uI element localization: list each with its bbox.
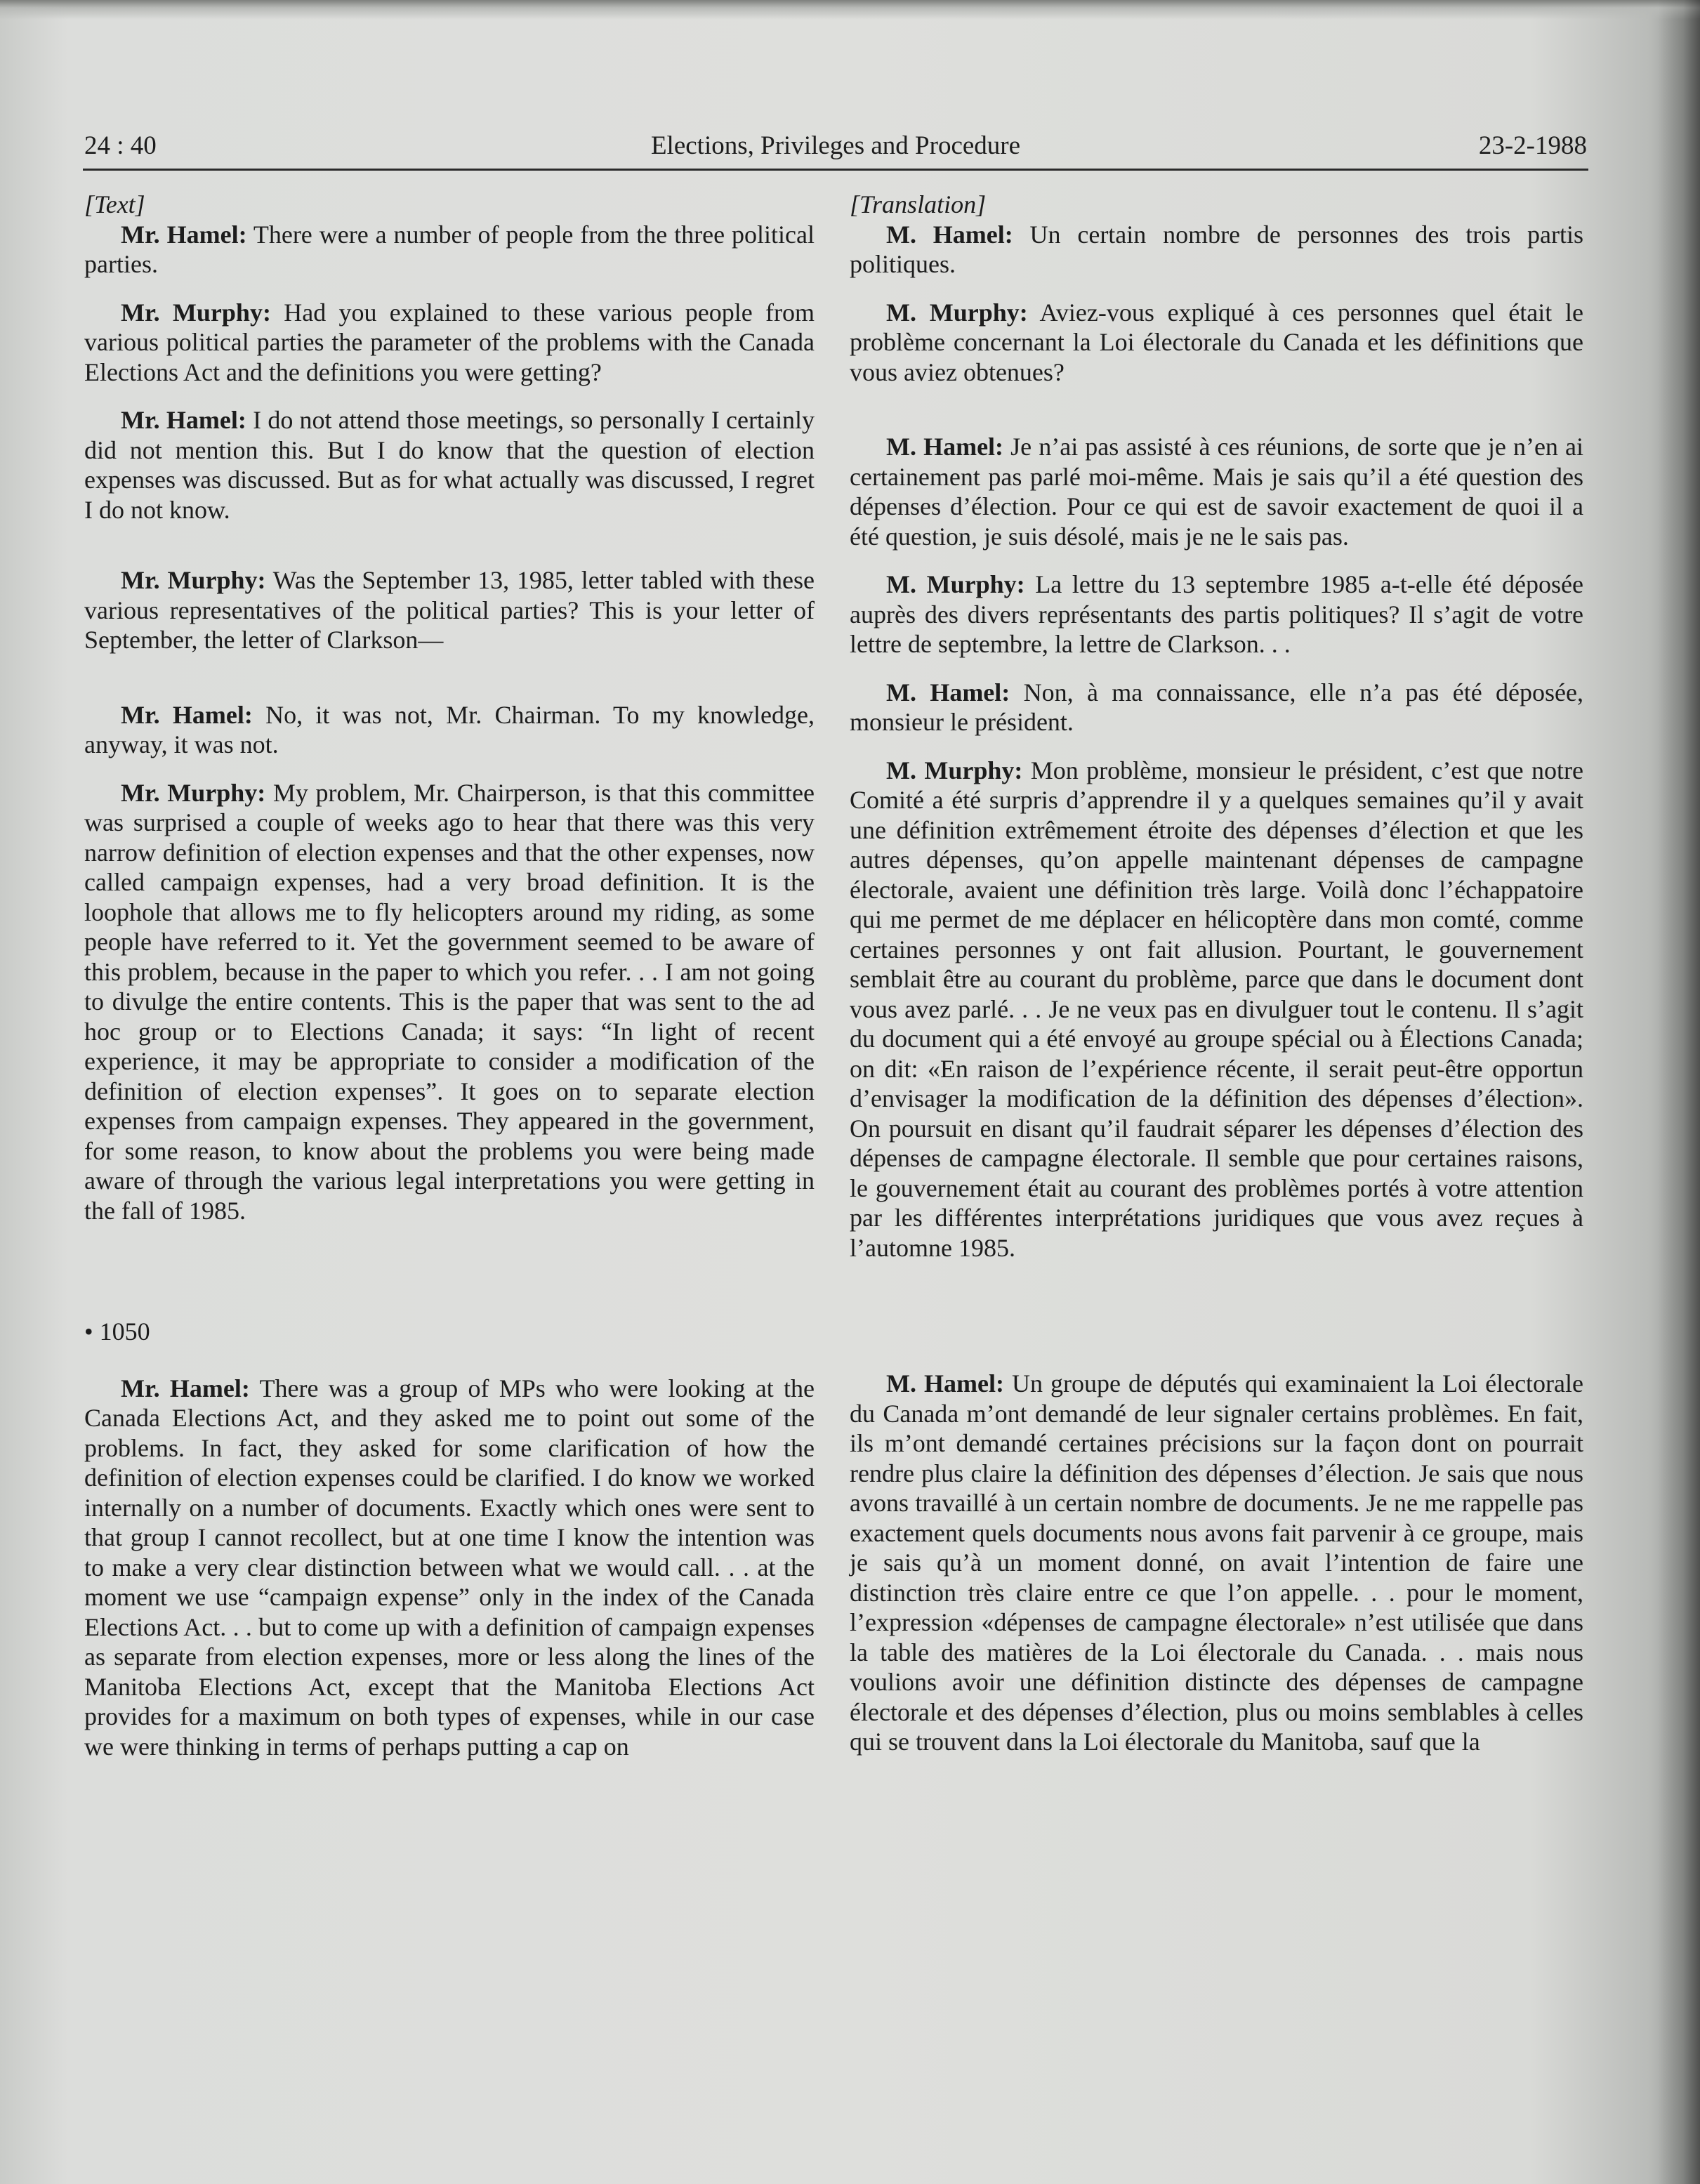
paragraph <box>850 220 1583 279</box>
speech-text: La lettre du 13 septembre 1985 a-t-elle été déposée auprès des divers représentants des partis politiques? Il s’agit de votre lettre de septembre, la lettre de Clarkson. . . <box>850 570 1583 658</box>
speaker-name: M. Murphy: <box>886 570 1025 598</box>
language-tag: [Text] <box>84 190 145 218</box>
speaker-name: M. Murphy: <box>886 298 1028 327</box>
paragraph <box>84 298 815 388</box>
paragraph <box>850 432 1583 551</box>
speech-text: Un certain nombre de personnes des trois partis politiques. <box>850 220 1584 278</box>
header-rule <box>83 169 1588 171</box>
speech-text: Un groupe de députés qui examinaient la Loi électorale du Canada m’ont demandé de leur signaler certains problèmes. En fait, ils m’ont demandé certaines précisions sur la façon dont on pourrait rendre plus claire la définition des dépenses d’élection. Je sais que nous avons travaillé à un certain nombre de documents. Je ne me rappelle pas exactement quels documents nous avons fait parvenir à ce groupe, mais je sais qu’à un moment donné, on avait l’intention de faire une distinction très claire entre ce que l’on appelle. . . pour le moment, l’expression «dépenses de campagne électorale» n’est utilisée que dans la table des matières de la Loi électorale du Canada. . . mais nous voulions avoir une définition distincte des dépenses de campagne électorale et des dépenses d’élection, plus ou moins semblables à celles qui se trouvent dans la Loi électorale du Manitoba, sauf que la <box>850 1369 1584 1756</box>
speaker-name: M. Hamel: <box>886 220 1013 249</box>
speech-text: There was a group of MPs who were looking at the Canada Elections Act, and they asked me to point out some of the problems. In fact, they asked for some clarification of how the definition of election expenses could be clarified. I do know we worked internally on a number of documents. Exactly which ones were sent to that group I cannot recollect, but at one time I know the intention was to make a very clear distinction between what we would call. . . at the moment we use “campaign expense” only in the index of the Canada Elections Act. . . but to come up with a definition of campaign expenses as separate from election expenses, more or less along the lines of the Manitoba Elections Act, except that the Manitoba Elections Act provides for a maximum on both types of expenses, while in our case we were thinking in terms of perhaps putting a cap on <box>84 1374 815 1761</box>
paragraph <box>84 220 815 279</box>
speaker-name: Mr. Murphy: <box>121 778 266 807</box>
scan-top-shadow <box>0 0 1700 20</box>
speech-text: Non, à ma connaissance, elle n’a pas été déposée, monsieur le président. <box>850 678 1583 736</box>
paragraph <box>850 298 1583 388</box>
speaker-name: M. Hamel: <box>886 433 1004 461</box>
speech-text: Aviez-vous expliqué à ces personnes quel était le problème concernant la Loi électorale du Canada et les définitions que vous aviez obtenues? <box>850 298 1583 386</box>
paragraph <box>84 778 815 1226</box>
speech-text: Had you explained to these various people from various political parties the parameter of the problems with the Canada Elections Act and the definitions you were getting? <box>84 298 815 386</box>
paragraph <box>84 1374 815 1762</box>
english-column <box>84 190 815 1761</box>
speaker-name: Mr. Hamel: <box>121 700 253 729</box>
speaker-name: M. Hamel: <box>886 678 1010 706</box>
french-column <box>850 190 1583 1757</box>
publication-title: Elections, Privileges and Procedure <box>650 131 1021 160</box>
paragraph <box>850 1369 1583 1757</box>
page-number: 24 : 40 <box>84 131 157 160</box>
speech-text: No, it was not, Mr. Chairman. To my knowledge, anyway, it was not. <box>84 700 815 758</box>
speech-text: There were a number of people from the three political parties. <box>84 220 815 278</box>
speech-text: Was the September 13, 1985, letter tabled with these various representatives of the political parties? This is your letter of September, the letter of Clarkson— <box>84 566 815 654</box>
speaker-name: M. Murphy: <box>886 756 1023 784</box>
paragraph <box>850 756 1583 1263</box>
paragraph <box>850 570 1583 659</box>
speech-text: I do not attend those meetings, so personally I certainly did not mention this. But I do know that the question of election expenses was discussed. But as for what actually was discussed, I regret I do not know. <box>84 406 815 524</box>
running-header <box>84 131 1587 167</box>
speaker-name: Mr. Hamel: <box>121 220 247 249</box>
speech-text: My problem, Mr. Chairperson, is that this committee was surprised a couple of weeks ago to hear that there was this very narrow definition of election expenses and that the other expenses, now called campaign expenses, had a very broad definition. It is the loophole that allows me to fly helicopters around my riding, as some people have referred to it. Yet the government seemed to be aware of this problem, because in the paper to which you refer. . . I am not going to divulge the entire contents. This is the paper that was sent to the ad hoc group or to Elections Canada; it says: “In light of recent experience, it may be appropriate to consider a modification of the definition of election expenses”. It goes on to separate election expenses from campaign expenses. They appeared in the government, for some reason, to know about the problems you were being made aware of through the various legal interpretations you were getting in the fall of 1985. <box>84 778 815 1225</box>
paragraph <box>84 405 815 525</box>
speech-text: Je n’ai pas assisté à ces réunions, de sorte que je n’en ai certainement pas parlé moi-même. Mais je sais qu’il a été question des dépenses d’élection. Pour ce qui est de savoir exactement de quoi il a été question, je suis désolé, mais je ne le sais pas. <box>850 433 1584 551</box>
speaker-name: Mr. Hamel: <box>121 1374 250 1402</box>
speech-text: Mon problème, monsieur le président, c’est que notre Comité a été surpris d’apprendre il y a quelques semaines qu’il y avait une définition extrêmement étroite des dépenses d’élection et que les autres dépenses, qu’on appelle maintenant dépenses de campagne électorale, avaient une définition très large. Voilà donc l’échappatoire qui me permet de me déplacer en hélicoptère dans mon comté, comme certaines personnes y ont fait allusion. Pourtant, le gouvernement semblait être au courant du problème, parce que dans le document dont vous avez parlé. . . Je ne veux pas en divulguer tout le contenu. Il s’agit du document qui a été envoyé au groupe spécial ou à Élections Canada; on dit: «En raison de l’expérience récente, il serait peut-être opportun d’envisager la modification de la définition des dépenses d’élection». On poursuit en disant qu’il faudrait séparer les dépenses d’élection des dépenses de campagne électorale. Il semble que pour certaines raisons, le gouvernement était au courant des problèmes portés à votre attention par les différentes interprétations juridiques que vous avez reçues à l’automne 1985. <box>850 756 1583 1262</box>
book-gutter-edge <box>1658 0 1700 2184</box>
paragraph <box>84 565 815 655</box>
speaker-name: M. Hamel: <box>886 1369 1004 1397</box>
sitting-date: 23-2-1988 <box>1478 131 1587 160</box>
speaker-name: Mr. Murphy: <box>121 298 271 327</box>
language-tag: [Translation] <box>850 190 987 218</box>
paragraph <box>84 700 815 760</box>
time-marker: • 1050 <box>84 1317 150 1346</box>
speaker-name: Mr. Murphy: <box>121 566 266 594</box>
speaker-name: Mr. Hamel: <box>121 406 246 434</box>
paragraph <box>850 678 1583 737</box>
